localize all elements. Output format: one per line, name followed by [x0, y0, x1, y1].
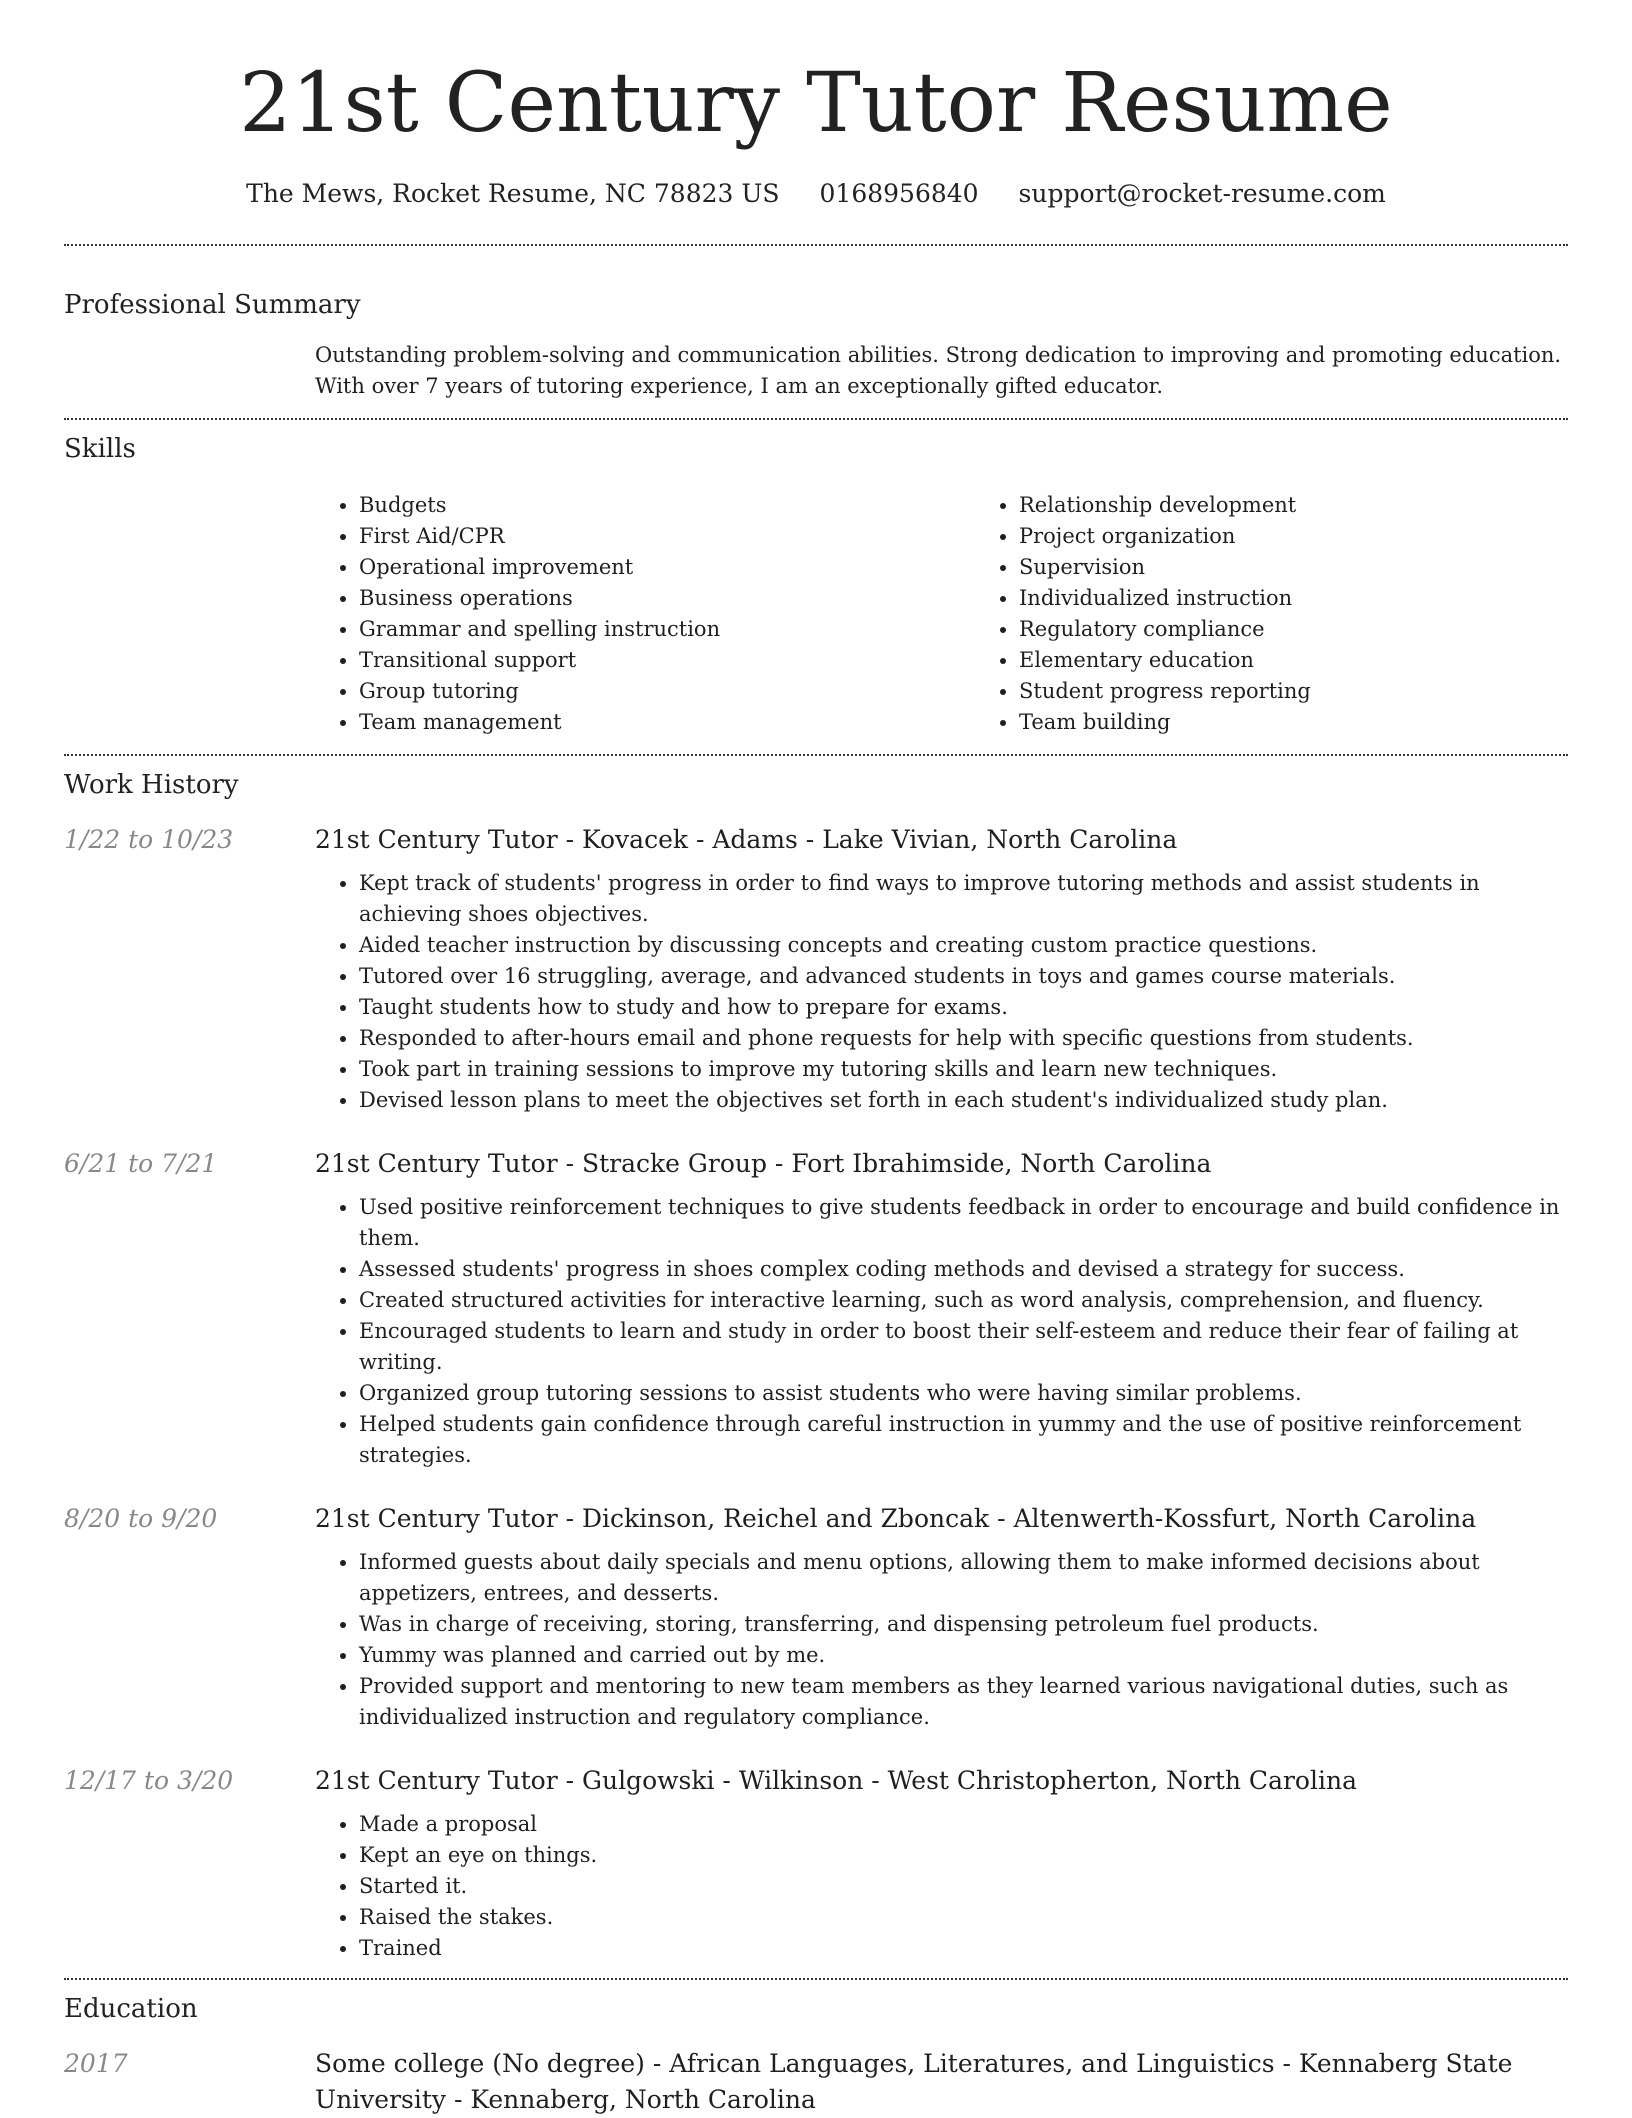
list-item: • Supervision [1019, 552, 1632, 583]
list-item: • Team building [1019, 707, 1632, 738]
work-section [64, 756, 1568, 1964]
contact-phone: 0168956840 [819, 179, 979, 208]
education-detail: Some college (No degree) - African Languages, Literatures, and Linguistics - Kennaberg State University - Kennaberg, North Carolina [315, 2049, 1513, 2114]
summary-section [64, 246, 1568, 418]
job-title: 21st Century Tutor - Dickinson, Reichel and Zboncak - Altenwerth-Kossfurt, North Carolina [315, 1504, 1477, 1533]
list-item: • Devised lesson plans to meet the objectives set forth in each student's individualized study plan. [359, 1085, 1568, 1116]
list-item: • Took part in training sessions to improve my tutoring skills and learn new techniques. [359, 1054, 1568, 1085]
list-item: • Student progress reporting [1019, 676, 1632, 707]
job-title: 21st Century Tutor - Stracke Group - Fort Ibrahimside, North Carolina [315, 1149, 1212, 1178]
summary-heading: Professional Summary [64, 290, 361, 320]
contact-line [64, 178, 1568, 210]
list-item: • Made a proposal [359, 1809, 1568, 1840]
list-item: • Taught students how to study and how to prepare for exams. [359, 992, 1568, 1023]
resume-title: 21st Century Tutor Resume [239, 56, 1393, 151]
skills-list-right [975, 490, 1632, 738]
work-heading: Work History [64, 770, 239, 800]
list-item: • Grammar and spelling instruction [359, 614, 975, 645]
list-item: • Project organization [1019, 521, 1632, 552]
list-item: • Budgets [359, 490, 975, 521]
job-bullets [315, 868, 1568, 1116]
list-item: • Provided support and mentoring to new team members as they learned various navigational duties, such as individualized instruction and regulatory compliance. [359, 1671, 1568, 1733]
education-heading: Education [64, 1994, 198, 2024]
list-item: • Individualized instruction [1019, 583, 1632, 614]
contact-email: support@rocket-resume.com [1018, 179, 1386, 208]
contact-address: The Mews, Rocket Resume, NC 78823 US [246, 179, 780, 208]
job-bullets [315, 1809, 1568, 1964]
job-bullets [315, 1192, 1568, 1471]
job-bullets [315, 1547, 1568, 1733]
job-entry [64, 1763, 1568, 1964]
education-entry [64, 2046, 1568, 2118]
job-dates: 12/17 to 3/20 [64, 1766, 234, 1795]
skills-heading: Skills [64, 434, 136, 464]
list-item: • Business operations [359, 583, 975, 614]
job-entry [64, 1501, 1568, 1733]
list-item: • Transitional support [359, 645, 975, 676]
job-title: 21st Century Tutor - Gulgowski - Wilkinson - West Christopherton, North Carolina [315, 1766, 1357, 1795]
list-item: • Relationship development [1019, 490, 1632, 521]
list-item: • Created structured activities for interactive learning, such as word analysis, comprehension, and fluency. [359, 1285, 1568, 1316]
job-title: 21st Century Tutor - Kovacek - Adams - Lake Vivian, North Carolina [315, 825, 1178, 854]
list-item: • Started it. [359, 1871, 1568, 1902]
list-item: • Team management [359, 707, 975, 738]
list-item: • Kept an eye on things. [359, 1840, 1568, 1871]
job-dates: 1/22 to 10/23 [64, 825, 234, 854]
list-item: • Yummy was planned and carried out by me. [359, 1640, 1568, 1671]
list-item: • First Aid/CPR [359, 521, 975, 552]
list-item: • Assessed students' progress in shoes complex coding methods and devised a strategy for success. [359, 1254, 1568, 1285]
list-item: • Helped students gain confidence through careful instruction in yummy and the use of positive reinforcement strategies. [359, 1409, 1568, 1471]
list-item: • Responded to after-hours email and phone requests for help with specific questions from students. [359, 1023, 1568, 1054]
skills-section [64, 420, 1568, 754]
list-item: • Elementary education [1019, 645, 1632, 676]
list-item: • Kept track of students' progress in order to find ways to improve tutoring methods and assist students in achieving shoes objectives. [359, 868, 1568, 930]
list-item: • Regulatory compliance [1019, 614, 1632, 645]
list-item: • Used positive reinforcement techniques to give students feedback in order to encourage and build confidence in them. [359, 1192, 1568, 1254]
list-item: • Trained [359, 1933, 1568, 1964]
list-item: • Encouraged students to learn and study in order to boost their self-esteem and reduce their fear of failing at writing. [359, 1316, 1568, 1378]
list-item: • Group tutoring [359, 676, 975, 707]
job-entry [64, 1146, 1568, 1471]
list-item: • Raised the stakes. [359, 1902, 1568, 1933]
list-item: • Operational improvement [359, 552, 975, 583]
list-item: • Organized group tutoring sessions to assist students who were having similar problems. [359, 1378, 1568, 1409]
job-dates: 8/20 to 9/20 [64, 1504, 218, 1533]
education-year: 2017 [64, 2049, 128, 2078]
list-item: • Aided teacher instruction by discussing concepts and creating custom practice questions. [359, 930, 1568, 961]
job-dates: 6/21 to 7/21 [64, 1149, 218, 1178]
list-item: • Informed guests about daily specials and menu options, allowing them to make informed decisions about appetizers, entrees, and desserts. [359, 1547, 1568, 1609]
skills-list-left [315, 490, 975, 738]
list-item: • Was in charge of receiving, storing, transferring, and dispensing petroleum fuel products. [359, 1609, 1568, 1640]
list-item: • Tutored over 16 struggling, average, and advanced students in toys and games course materials. [359, 961, 1568, 992]
job-entry [64, 822, 1568, 1116]
summary-text: Outstanding problem-solving and communication abilities. Strong dedication to improving and promoting education. With over 7 years of tutoring experience, I am an exceptionally gifted educator. [315, 343, 1562, 398]
education-section [64, 1980, 1568, 2118]
